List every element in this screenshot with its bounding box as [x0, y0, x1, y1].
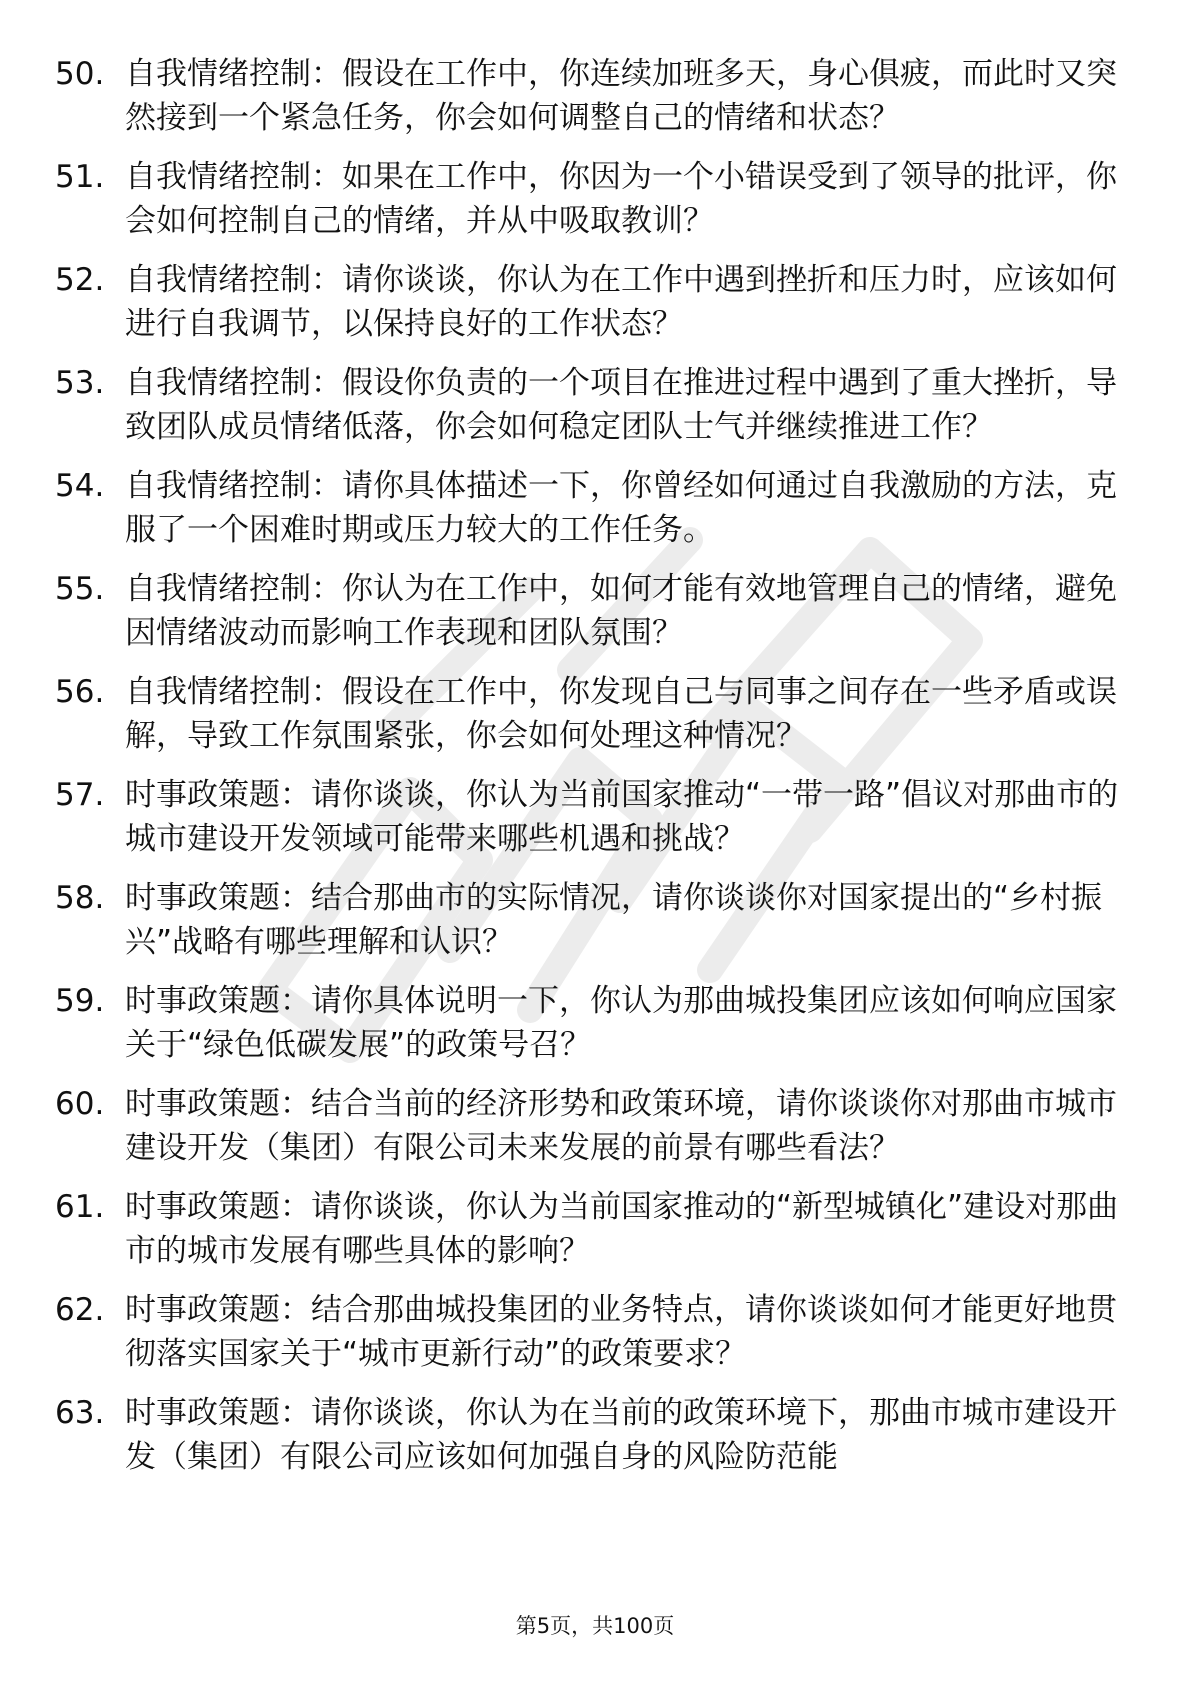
question-list [55, 52, 1135, 1494]
question-item-50 [55, 52, 1135, 140]
question-number: 61. [55, 1189, 105, 1225]
question-number: 57. [55, 777, 105, 813]
question-number: 59. [55, 983, 105, 1019]
page-number-label: 第5页，共100页 [515, 1614, 675, 1638]
question-number: 62. [55, 1292, 105, 1328]
question-number: 51. [55, 159, 105, 195]
question-text: 时事政策题：请你谈谈，你认为当前国家推动的“新型城镇化”建设对那曲市的城市发展有哪些具体的影响？ [125, 1189, 1119, 1269]
question-item-60 [55, 1082, 1135, 1170]
question-item-62 [55, 1288, 1135, 1376]
question-item-53 [55, 361, 1135, 449]
question-text: 自我情绪控制：假设在工作中，你发现自己与同事之间存在一些矛盾或误解，导致工作氛围紧张，你会如何处理这种情况？ [125, 674, 1117, 754]
question-item-52 [55, 258, 1135, 346]
question-text: 自我情绪控制：你认为在工作中，如何才能有效地管理自己的情绪，避免因情绪波动而影响工作表现和团队氛围？ [125, 571, 1117, 651]
question-text: 自我情绪控制：请你谈谈，你认为在工作中遇到挫折和压力时，应该如何进行自我调节，以保持良好的工作状态？ [125, 262, 1117, 342]
question-text: 自我情绪控制：假设你负责的一个项目在推进过程中遇到了重大挫折，导致团队成员情绪低落，你会如何稳定团队士气并继续推进工作？ [125, 365, 1117, 445]
question-text: 时事政策题：结合那曲城投集团的业务特点，请你谈谈如何才能更好地贯彻落实国家关于“城市更新行动”的政策要求？ [125, 1292, 1117, 1372]
question-item-59 [55, 979, 1135, 1067]
question-text: 时事政策题：结合那曲市的实际情况，请你谈谈你对国家提出的“乡村振兴”战略有哪些理解和认识？ [125, 880, 1103, 960]
question-text: 自我情绪控制：如果在工作中，你因为一个小错误受到了领导的批评，你会如何控制自己的情绪，并从中吸取教训？ [125, 159, 1117, 239]
question-item-54 [55, 464, 1135, 552]
question-text: 时事政策题：请你具体说明一下，你认为那曲城投集团应该如何响应国家关于“绿色低碳发展”的政策号召？ [125, 983, 1117, 1063]
question-text: 时事政策题：请你谈谈，你认为在当前的政策环境下，那曲市城市建设开发（集团）有限公司应该如何加强自身的风险防范能 [125, 1395, 1117, 1475]
question-item-56 [55, 670, 1135, 758]
question-number: 53. [55, 365, 105, 401]
question-number: 56. [55, 674, 105, 710]
question-number: 63. [55, 1395, 105, 1431]
question-item-63 [55, 1391, 1135, 1479]
question-text: 时事政策题：结合当前的经济形势和政策环境，请你谈谈你对那曲市城市建设开发（集团）有限公司未来发展的前景有哪些看法？ [125, 1086, 1117, 1166]
question-number: 58. [55, 880, 105, 916]
question-item-58 [55, 876, 1135, 964]
question-number: 55. [55, 571, 105, 607]
question-item-55 [55, 567, 1135, 655]
question-text: 时事政策题：请你谈谈，你认为当前国家推动“一带一路”倡议对那曲市的城市建设开发领域可能带来哪些机遇和挑战？ [125, 777, 1119, 857]
question-text: 自我情绪控制：请你具体描述一下，你曾经如何通过自我激励的方法，克服了一个困难时期或压力较大的工作任务。 [125, 468, 1117, 548]
question-number: 50. [55, 56, 105, 92]
question-item-57 [55, 773, 1135, 861]
question-number: 52. [55, 262, 105, 298]
question-item-51 [55, 155, 1135, 243]
question-text: 自我情绪控制：假设在工作中，你连续加班多天，身心俱疲，而此时又突然接到一个紧急任务，你会如何调整自己的情绪和状态？ [125, 56, 1117, 136]
question-number: 54. [55, 468, 105, 504]
question-number: 60. [55, 1086, 105, 1122]
question-item-61 [55, 1185, 1135, 1273]
page-footer [0, 1612, 1190, 1640]
